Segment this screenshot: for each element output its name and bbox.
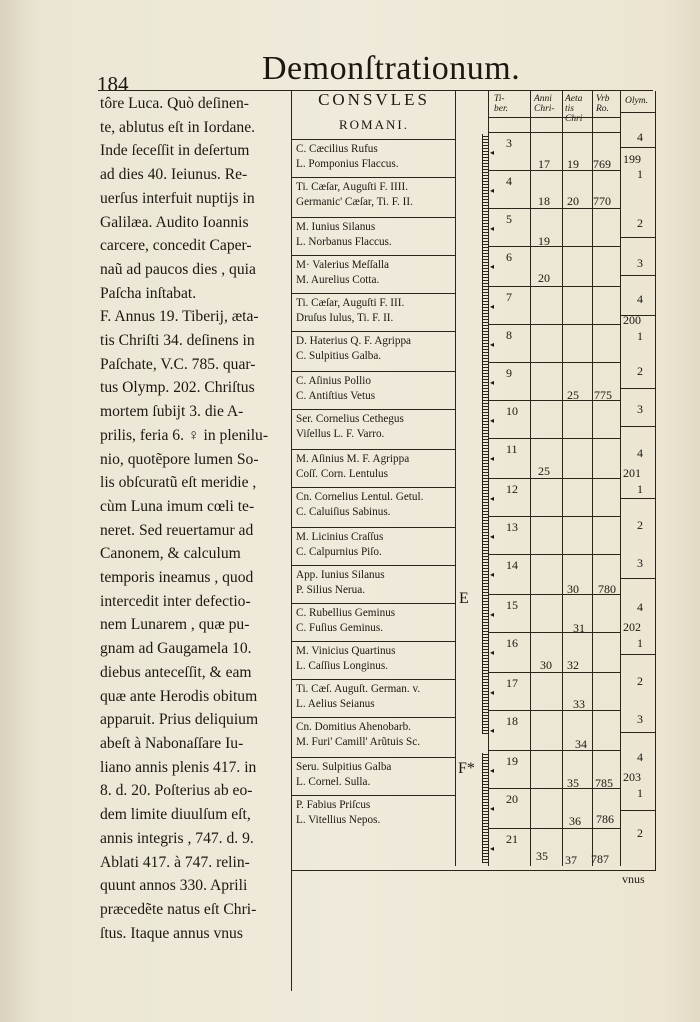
olympiad-rule <box>620 578 655 579</box>
text-line: annis integris , 747. d. 9. <box>100 829 254 847</box>
consul-rule <box>292 679 455 680</box>
text-line: temporis ineamus , quod <box>100 569 254 587</box>
consul-rule <box>292 371 455 372</box>
consul-name: M· Valerius Meſſalla <box>296 259 389 271</box>
consul-pair <box>296 334 461 363</box>
tick-mark: ◂ <box>490 804 495 813</box>
text-line: tis Chriſti 34. deſinens in <box>100 332 255 350</box>
year-rule <box>488 750 620 751</box>
consul-name: M. Aurelius Cotta. <box>296 273 380 286</box>
text-line: te, ablutus eſt in Iordane. <box>100 118 256 136</box>
text-line: uerſus interfuit nuptijs in <box>100 189 255 207</box>
year-rule <box>488 632 620 633</box>
consul-name: M. Furi' Camill' Arũtuis Sc. <box>296 735 420 748</box>
consul-pair <box>296 682 461 711</box>
consul-rule <box>292 565 455 566</box>
olympiad-value: 202 <box>623 620 641 634</box>
consul-name: C. Caluiſius Sabinus. <box>296 505 391 518</box>
text-line: quæ ante Herodis obitum <box>100 687 258 705</box>
consul-pair <box>296 530 461 559</box>
tick-mark: ◂ <box>490 494 495 503</box>
running-title: Demonſtrationum. <box>262 50 521 87</box>
consul-name: Ti. Cæſar, Auguſti F. IIII. <box>296 181 408 193</box>
header-anni-christi: Anni Chri- <box>534 94 555 114</box>
consul-pair <box>296 220 461 249</box>
tiberius-year: 14 <box>506 558 518 572</box>
tick-mark: ◂ <box>490 766 495 775</box>
consul-name: C. Cæcilius Rufus <box>296 143 378 155</box>
aetatis-value: 30 <box>567 582 579 596</box>
year-rule <box>488 710 620 711</box>
olympiad-rule <box>620 388 655 389</box>
text-line: 8. d. 20. Poſterius ab eo- <box>100 782 253 800</box>
consul-rule <box>292 293 455 294</box>
tiberius-year: 18 <box>506 714 518 728</box>
tiberius-year: 20 <box>506 792 518 806</box>
consul-pair <box>296 490 461 519</box>
olympiad-value: 2 <box>637 518 643 532</box>
text-line: Galilæa. Audito Ioannis <box>100 213 249 231</box>
olympiad-value: 2 <box>637 364 643 378</box>
header-rule <box>620 112 655 113</box>
tick-mark: ◂ <box>490 378 495 387</box>
consul-name: Germanic' Cæſar, Ti. F. II. <box>296 195 413 208</box>
consul-name: L. Aelius Seianus <box>296 697 375 710</box>
urbis-romae-value: 787 <box>591 852 609 866</box>
olympiad-rule <box>620 426 655 427</box>
consul-rule <box>292 717 455 718</box>
consul-pair <box>296 296 461 325</box>
tiberius-year: 5 <box>506 212 512 226</box>
consul-name: L. Norbanus Flaccus. <box>296 235 392 248</box>
consul-rule <box>292 795 455 796</box>
consul-rule <box>292 449 455 450</box>
tiberius-year: 8 <box>506 328 512 342</box>
text-line: dem limite diuulſum eſt, <box>100 806 251 824</box>
consul-name: Cn. Domitius Ahenobarb. <box>296 721 411 733</box>
year-rule <box>488 478 620 479</box>
olympiad-value: 203 <box>623 770 641 784</box>
consul-name: Cn. Cornelius Lentul. Getul. <box>296 491 424 503</box>
header-urbis-romae: Vrb Ro. <box>596 94 610 114</box>
olympiad-rule <box>620 147 655 148</box>
year-rule <box>488 516 620 517</box>
tick-mark: ◂ <box>490 570 495 579</box>
olympiad-rule <box>620 810 655 811</box>
consul-name: App. Iunius Silanus <box>296 569 385 581</box>
consul-rule <box>292 177 455 178</box>
olympiad-value: 2 <box>637 216 643 230</box>
year-rule <box>488 246 620 247</box>
olympiad-value: 3 <box>637 402 643 416</box>
catchword: vnus <box>622 872 645 886</box>
tick-mark: ◂ <box>490 532 495 541</box>
anni-christi-value: 25 <box>538 464 550 478</box>
olympiad-value: 3 <box>637 712 643 726</box>
tiberius-year: 3 <box>506 136 512 150</box>
consul-name: Ti. Cæſar, Auguſti F. III. <box>296 297 405 309</box>
tiberius-year: 17 <box>506 676 518 690</box>
olympiad-value: 2 <box>637 674 643 688</box>
consul-rule <box>292 331 455 332</box>
consul-name: P. Fabius Priſcus <box>296 799 371 811</box>
tick-mark: ◂ <box>490 648 495 657</box>
text-line: carcere, concedit Caper- <box>100 237 252 255</box>
consuls-subheading: ROMANI. <box>339 117 409 132</box>
header-olympiades: Olym. <box>625 96 648 106</box>
text-line: intercedit inter defectio- <box>100 592 251 610</box>
urbis-romae-value: 775 <box>594 388 612 402</box>
tick-mark: ◂ <box>490 610 495 619</box>
aetatis-value: 34 <box>575 737 587 751</box>
consul-name: L. Pomponius Flaccus. <box>296 157 399 170</box>
consul-name: Ser. Cornelius Cethegus <box>296 413 404 425</box>
urbis-romae-value: 785 <box>595 776 613 790</box>
consul-pair <box>296 606 461 635</box>
text-line: cùm Luna imum cœli te- <box>100 497 255 515</box>
consul-name: Druſus Iulus, Ti. F. II. <box>296 311 394 324</box>
aetatis-value: 36 <box>569 814 581 828</box>
consul-rule <box>292 641 455 642</box>
aetatis-value: 37 <box>565 853 577 867</box>
margin-mark-f: F* <box>458 760 475 777</box>
year-rule <box>488 362 620 363</box>
consul-name: C. Sulpitius Galba. <box>296 349 382 362</box>
text-line: tôre Luca. Quò deſinen- <box>100 95 249 112</box>
olympiad-value: 2 <box>637 826 643 840</box>
aetatis-value: 25 <box>567 388 579 402</box>
anni-christi-value: 17 <box>538 157 550 171</box>
consul-pair <box>296 374 461 403</box>
anni-christi-value: 30 <box>540 658 552 672</box>
aetatis-value: 35 <box>567 776 579 790</box>
consul-name: C. Rubellius Geminus <box>296 607 396 619</box>
anni-christi-value: 18 <box>538 194 550 208</box>
column-rule <box>291 91 292 991</box>
consul-pair <box>296 258 461 287</box>
olympiad-value: 3 <box>637 556 643 570</box>
text-line: apparuit. Prius deliquium <box>100 711 259 729</box>
urbis-romae-value: 780 <box>598 582 616 596</box>
year-rule <box>488 324 620 325</box>
text-line: præcedẽte natus eſt Chri- <box>100 900 257 918</box>
olympiad-value: 4 <box>637 750 643 764</box>
consul-rule <box>292 255 455 256</box>
consul-rule <box>292 527 455 528</box>
text-line: gnam ad Gaugamela 10. <box>100 640 252 658</box>
olympiad-rule <box>620 498 655 499</box>
year-rule <box>488 286 620 287</box>
tick-mark: ◂ <box>490 340 495 349</box>
consul-rule <box>292 757 455 758</box>
tiberius-year: 9 <box>506 366 512 380</box>
anni-christi-value: 19 <box>538 234 550 248</box>
year-rule <box>488 438 620 439</box>
text-line: tus Olymp. 202. Chriſtus <box>100 379 255 397</box>
aetatis-value: 33 <box>573 697 585 711</box>
tiberius-year: 16 <box>506 636 518 650</box>
urbis-romae-value: 786 <box>596 812 614 826</box>
aetatis-value: 20 <box>567 194 579 208</box>
consul-name: C. Fuſius Geminus. <box>296 621 384 634</box>
header-tiber: Ti- ber. <box>494 94 508 114</box>
olympiad-value: 1 <box>637 636 643 650</box>
left-text-column <box>100 92 290 945</box>
aetatis-value: 31 <box>573 621 585 635</box>
hatched-bar <box>482 753 489 863</box>
olympiad-value: 4 <box>637 446 643 460</box>
consul-pair <box>296 720 461 749</box>
text-line: lis obſcuratũ eſt meridie , <box>100 474 257 492</box>
olympiad-value: 199 <box>623 152 641 166</box>
text-line: neret. Sed reuertamur ad <box>100 521 254 539</box>
tick-mark: ◂ <box>490 454 495 463</box>
olympiad-value: 1 <box>637 482 643 496</box>
tiberius-year: 12 <box>506 482 518 496</box>
tick-mark: ◂ <box>490 302 495 311</box>
consul-name: C. Aſinius Pollio <box>296 375 371 387</box>
consul-name: M. Aſinius M. F. Agrippa <box>296 453 410 465</box>
page-number: 184 <box>97 72 129 96</box>
consul-name: L. Vitellius Nepos. <box>296 813 381 826</box>
consul-pair <box>296 180 461 209</box>
olympiad-value: 200 <box>623 313 641 327</box>
tiberius-year: 13 <box>506 520 518 534</box>
tiberius-year: 4 <box>506 174 512 188</box>
consul-rule <box>292 487 455 488</box>
consul-pair <box>296 798 461 827</box>
text-line: Paſcha inſtabat. <box>100 284 197 302</box>
tiberius-year: 21 <box>506 832 518 846</box>
text-line: Inde ſeceſſit in deſertum <box>100 142 250 160</box>
consul-pair <box>296 142 461 171</box>
tick-mark: ◂ <box>490 262 495 271</box>
text-line: ſtus. Itaque annus vnus <box>100 924 243 942</box>
tick-mark: ◂ <box>490 844 495 853</box>
consul-pair <box>296 760 461 789</box>
olympiad-rule <box>620 237 655 238</box>
tiberius-year: 19 <box>506 754 518 768</box>
text-line: Canonem, & calculum <box>100 545 241 563</box>
text-line: naũ ad paucos dies , quia <box>100 260 256 278</box>
olympiad-value: 3 <box>637 256 643 270</box>
column-rule <box>655 91 656 871</box>
tick-mark: ◂ <box>490 726 495 735</box>
tick-mark: ◂ <box>490 224 495 233</box>
consul-name: P. Silius Nerua. <box>296 583 365 596</box>
consul-rule <box>292 603 455 604</box>
consul-pair <box>296 644 461 673</box>
text-line: quunt annos 330. Aprili <box>100 877 248 895</box>
tiberius-year: 15 <box>506 598 518 612</box>
header-aetatis: Aeta tis Chri <box>565 94 583 124</box>
text-line: diebus anteceſſit, & eam <box>100 663 252 681</box>
text-line: abeſt à Nabonaſſare Iu- <box>100 734 244 752</box>
consul-name: L. Caſſius Longinus. <box>296 659 388 672</box>
margin-mark-e: E <box>459 590 469 607</box>
olympiad-value: 1 <box>637 329 643 343</box>
consul-name: M. Licinius Craſſus <box>296 531 384 543</box>
consul-name: Ti. Cæſ. Auguſt. German. v. <box>296 683 421 695</box>
urbis-romae-value: 770 <box>593 194 611 208</box>
consul-pair <box>296 412 461 441</box>
aetatis-value: 19 <box>567 157 579 171</box>
olympiad-rule <box>620 732 655 733</box>
consul-name: L. Cornel. Sulla. <box>296 775 371 788</box>
text-line: mortem ſubijt 3. die A- <box>100 403 244 421</box>
consul-name: D. Haterius Q. F. Agrippa <box>296 335 412 347</box>
consul-name: Coſſ. Corn. Lentulus <box>296 467 388 480</box>
column-rule <box>620 91 621 866</box>
text-line: nio, quotẽpore lumen So- <box>100 450 259 468</box>
olympiad-value: 4 <box>637 600 643 614</box>
year-rule <box>488 828 620 829</box>
table-bottom-rule <box>292 870 655 871</box>
olympiad-rule <box>620 315 655 316</box>
tiberius-year: 10 <box>506 404 518 418</box>
year-rule <box>488 672 620 673</box>
olympiad-value: 4 <box>637 292 643 306</box>
year-rule <box>488 132 620 133</box>
anni-christi-value: 20 <box>538 271 550 285</box>
consul-name: M. Vinicius Quartinus <box>296 645 396 657</box>
text-line: ad dies 40. Ieiunus. Re- <box>100 166 248 184</box>
consul-name: C. Antiſtius Vetus <box>296 389 376 402</box>
tiberius-year: 7 <box>506 290 512 304</box>
tick-mark: ◂ <box>490 186 495 195</box>
consul-rule <box>292 217 455 218</box>
text-line: prilis, feria 6. ♀ in plenilu- <box>100 426 269 444</box>
consul-pair <box>296 568 461 597</box>
consul-name: C. Calpurnius Piſo. <box>296 545 382 558</box>
consul-rule <box>292 409 455 410</box>
tiberius-year: 11 <box>506 442 518 456</box>
olympiad-rule <box>620 654 655 655</box>
year-rule <box>488 554 620 555</box>
consul-name: Seru. Sulpitius Galba <box>296 761 392 773</box>
tick-mark: ◂ <box>490 416 495 425</box>
tiberius-year: 6 <box>506 250 512 264</box>
text-line: Paſchate, V.C. 785. quar- <box>100 355 256 373</box>
consul-name: Viſellus L. F. Varro. <box>296 427 385 440</box>
aetatis-value: 32 <box>567 658 579 672</box>
tick-mark: ◂ <box>490 148 495 157</box>
text-line: Ablati 417. à 747. relin- <box>100 853 250 871</box>
olympiad-value: 1 <box>637 786 643 800</box>
hatched-bar <box>482 134 489 734</box>
text-line: liano annis plenis 417. in <box>100 758 257 776</box>
consul-name: M. Iunius Silanus <box>296 221 376 233</box>
consul-rule <box>292 139 455 140</box>
text-line: F. Annus 19. Tiberij, æta- <box>100 308 259 326</box>
consuls-heading: CONSVLES <box>318 90 430 109</box>
text-line: nem Lunarem , quæ pu- <box>100 616 250 634</box>
urbis-romae-value: 769 <box>593 157 611 171</box>
olympiad-value: 201 <box>623 466 641 480</box>
consul-pair <box>296 452 461 481</box>
olympiad-value: 1 <box>637 167 643 181</box>
anni-christi-value: 35 <box>536 849 548 863</box>
olympiad-value: 4 <box>637 130 643 144</box>
olympiad-rule <box>620 275 655 276</box>
tick-mark: ◂ <box>490 688 495 697</box>
header-rule <box>488 117 620 118</box>
